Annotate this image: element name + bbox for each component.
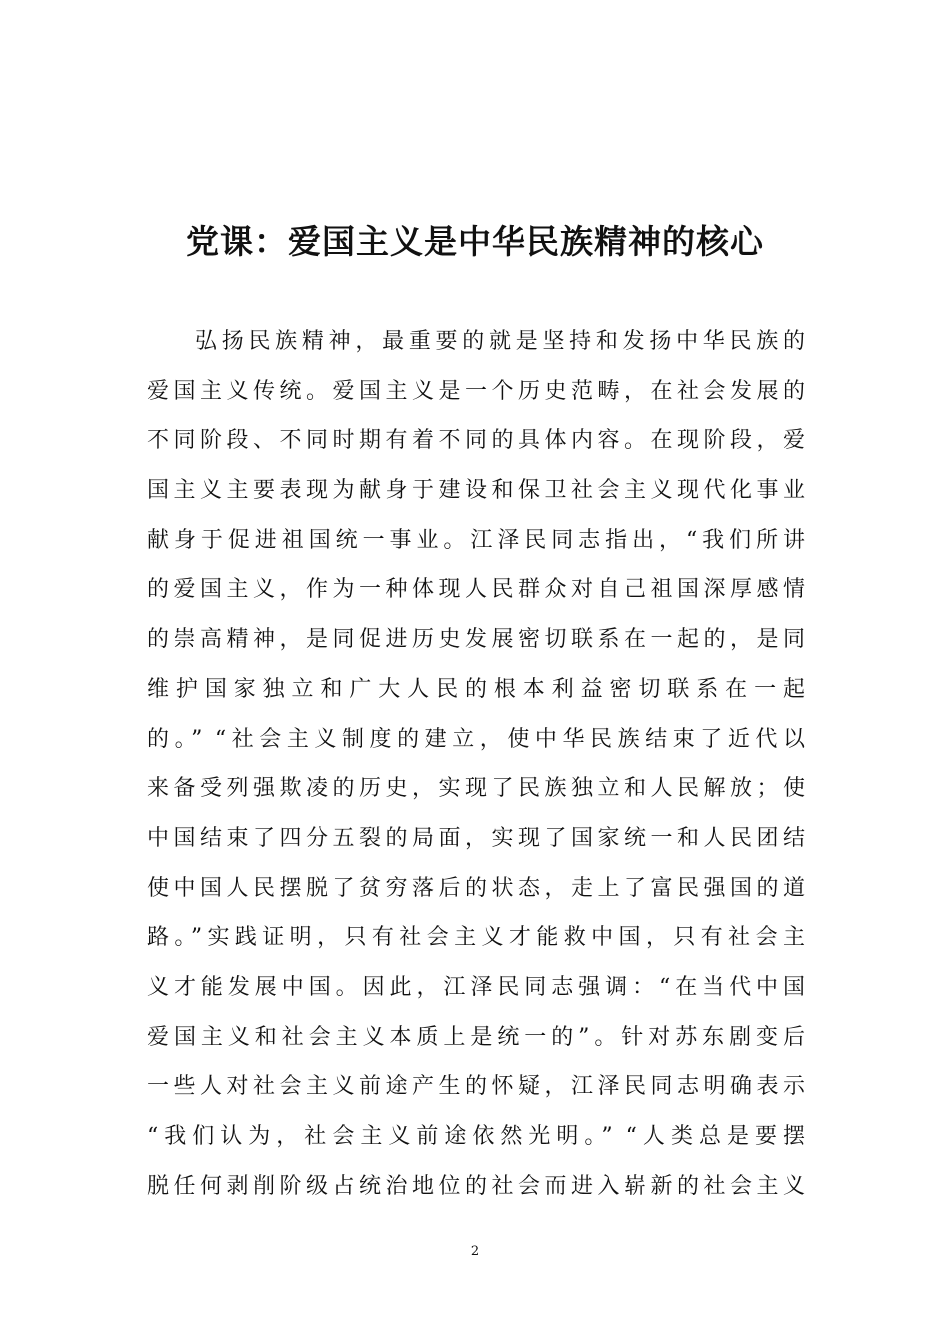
text-line: 使中国人民摆脱了贫穷落后的状态，走上了富民强国的道 [147, 875, 805, 901]
text-line: 路。”实践证明，只有社会主义才能救中国，只有社会主 [147, 925, 805, 951]
text-line: 爱国主义传统。爱国主义是一个历史范畴，在社会发展的 [147, 378, 805, 404]
text-line: 国主义主要表现为献身于建设和保卫社会主义现代化事业 [147, 478, 805, 504]
text-line: 献身于促进祖国统一事业。江泽民同志指出，“我们所讲 [147, 527, 805, 553]
page-number: 2 [470, 1244, 480, 1259]
body-paragraph [147, 317, 805, 1211]
text-line: 中国结束了四分五裂的局面，实现了国家统一和人民团结 [147, 825, 805, 851]
text-line: 一些人对社会主义前途产生的怀疑，江泽民同志明确表示 [147, 1074, 805, 1100]
text-line: 义才能发展中国。因此，江泽民同志强调：“在当代中国 [147, 974, 805, 1000]
text-line: 爱国主义和社会主义本质上是统一的”。针对苏东剧变后 [147, 1024, 805, 1050]
text-line: “我们认为，社会主义前途依然光明。” “人类总是要摆 [147, 1124, 805, 1149]
text-line: 弘扬民族精神，最重要的就是坚持和发扬中华民族的 [195, 329, 805, 354]
text-line: 维护国家独立和广大人民的根本利益密切联系在一起 [147, 676, 805, 702]
page-title: 党课：爱国主义是中华民族精神的核心 [186, 222, 764, 261]
text-line: 的崇高精神，是同促进历史发展密切联系在一起的，是同 [147, 627, 805, 653]
text-line: 不同阶段、不同时期有着不同的具体内容。在现阶段，爱 [147, 428, 805, 454]
text-line: 脱任何剥削阶级占统治地位的社会而进入崭新的社会主义 [147, 1173, 805, 1199]
text-line: 来备受列强欺凌的历史，实现了民族独立和人民解放；使 [147, 776, 805, 802]
text-line: 的爱国主义，作为一种体现人民群众对自己祖国深厚感情 [147, 577, 805, 603]
text-line: 的。” “社会主义制度的建立，使中华民族结束了近代以 [147, 726, 805, 752]
